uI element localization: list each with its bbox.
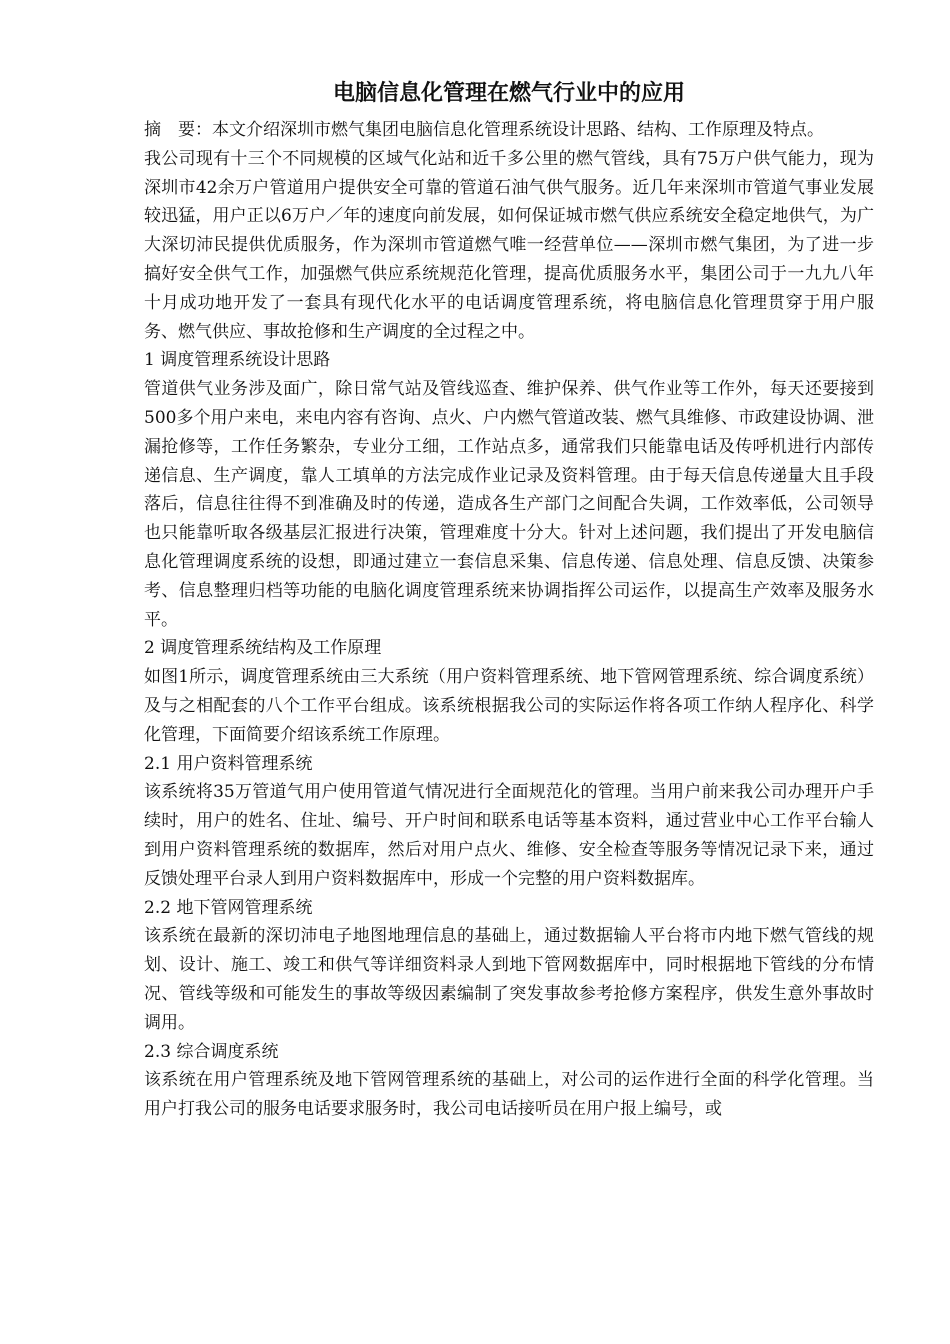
body-paragraph: 我公司现有十三个不同规模的区域气化站和近千多公里的燃气管线，具有75万户供气能力，现为深圳市42余万户管道用户提供安全可靠的管道石油气供气服务。近几年来深圳市管道气事业发展较迅猛，用户正以6万户／年的速度向前发展，如何保证城市燃气供应系统安全稳定地供气，为广大深切沛民提供优质服务，作为深圳市管道燃气唯一经营单位——深圳市燃气集团，为了进一步搞好安全供气工作，加强燃气供应系统规范化管理，提高优质服务水平，集团公司于一九九八年十月成功地开发了一套具有现代化水平的电话调度管理系统，将电脑信息化管理贯穿于用户服务、燃气供应、事故抢修和生产调度的全过程之中。 [144, 148, 874, 342]
subsection-heading: 2.1 用户资料管理系统 [144, 753, 313, 774]
document-page [144, 78, 874, 1124]
document-title: 电脑信息化管理在燃气行业中的应用 [332, 81, 685, 106]
body-paragraph: 如图1所示，调度管理系统由三大系统（用户资料管理系统、地下管网管理系统、综合调度系统）及与之相配套的八个工作平台组成。该系统根据我公司的实际运作将各项工作纳人程序化、科学化管理，下面简要介绍该系统工作原理。 [144, 667, 874, 745]
body-paragraph: 管道供气业务涉及面广，除日常气站及管线巡查、维护保养、供气作业等工作外，每天还要接到500多个用户来电，来电内容有咨询、点火、户内燃气管道改装、燃气具维修、市政建设协调、泄漏抢修等，工作任务繁杂，专业分工细，工作站点多，通常我们只能靠电话及传呼机进行内部传递信息、生产调度，靠人工填单的方法完成作业记录及资料管理。由于每天信息传递量大且手段落后，信息往往得不到准确及时的传递，造成各生产部门之间配合失调，工作效率低，公司领导也只能靠听取各级基层汇报进行决策，管理难度十分大。针对上述问题，我们提出了开发电脑信息化管理调度系统的设想，即通过建立一套信息采集、信息传递、信息处理、信息反馈、决策参考、信息整理归档等功能的电脑化调度管理系统来协调指挥公司运作，以提高生产效率及服务水平。 [144, 379, 874, 630]
subsection-heading: 2.3 综合调度系统 [144, 1041, 279, 1062]
subsection-heading: 2.2 地下管网管理系统 [144, 897, 313, 918]
document-body [144, 116, 874, 1124]
section-heading: 1 调度管理系统设计思路 [144, 350, 331, 371]
body-paragraph: 该系统在最新的深切沛电子地图地理信息的基础上，通过数据输人平台将市内地下燃气管线的规划、设计、施工、竣工和供气等详细资料录人到地下管网数据库中，同时根据地下管线的分布情况、管线等级和可能发生的事故等级因素编制了突发事故参考抢修方案程序，供发生意外事故时调用。 [144, 926, 874, 1033]
abstract-paragraph: 摘 要：本文介绍深圳市燃气集团电脑信息化管理系统设计思路、结构、工作原理及特点。 [144, 120, 824, 140]
body-paragraph: 该系统将35万管道气用户使用管道气情况进行全面规范化的管理。当用户前来我公司办理开户手续时，用户的姓名、住址、编号、开户时间和联系电话等基本资料，通过营业中心工作平台输人到用户资料管理系统的数据库，然后对用户点火、维修、安全检查等服务等情况记录下来，通过反馈处理平台录人到用户资料数据库中，形成一个完整的用户资料数据库。 [144, 782, 874, 889]
body-paragraph: 该系统在用户管理系统及地下管网管理系统的基础上，对公司的运作进行全面的科学化管理。当用户打我公司的服务电话要求服务时，我公司电话接听员在用户报上编号，或 [144, 1070, 874, 1120]
section-heading: 2 调度管理系统结构及工作原理 [144, 638, 382, 659]
